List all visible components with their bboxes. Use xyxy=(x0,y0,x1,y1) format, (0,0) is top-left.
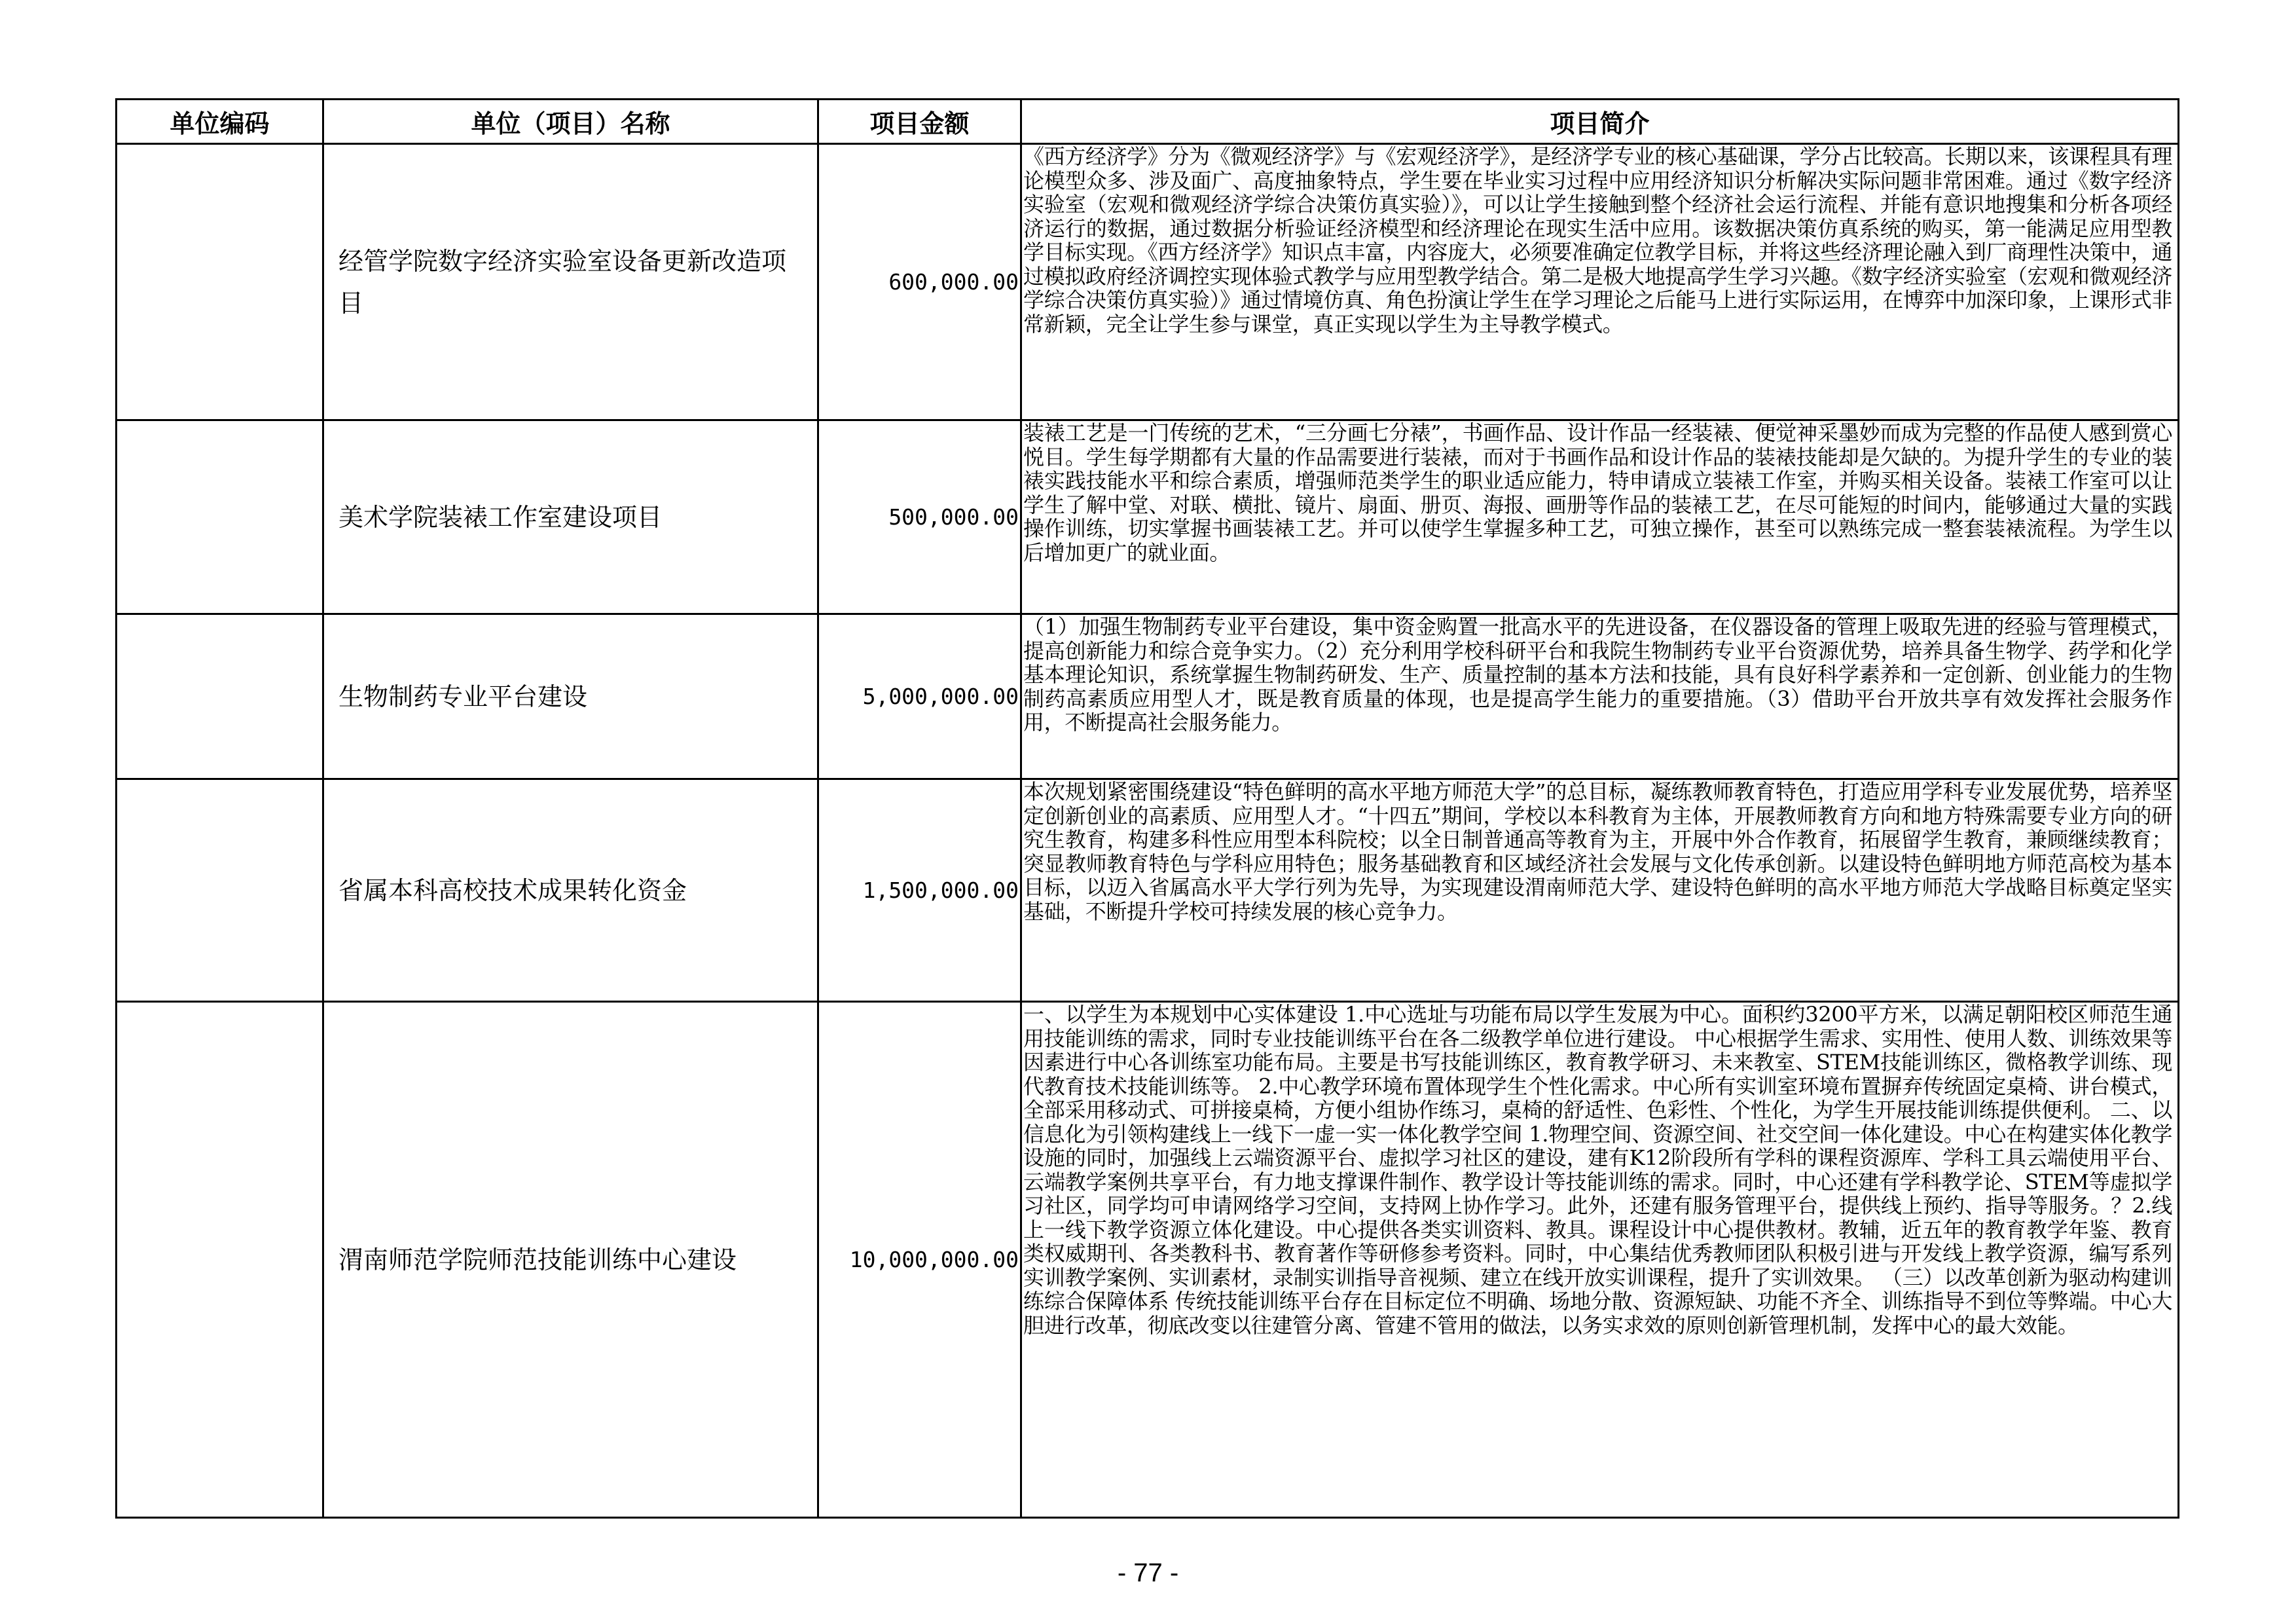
project-amount-cell: 600,000.00 xyxy=(818,144,1021,420)
project-description-cell: 本次规划紧密围绕建设“特色鲜明的高水平地方师范大学”的总目标，凝练教师教育特色，打造应用学科专业发展优势，培养坚定创新创业的高素质、应用型人才。“十四五”期间，学校以本科教育为主体，开展教师教育方向和地方特殊需要专业方向的研究生教育，构建多科性应用型本科院校；以全日制普通高等教育为主，开展中外合作教育，拓展留学生教育，兼顾继续教育；突显教师教育特色与学科应用特色；服务基础教育和区域经济社会发展与文化传承创新。以建设特色鲜明地方师范高校为基本目标，以迈入省属高水平大学行列为先导，为实现建设渭南师范大学、建设特色鲜明的高水平地方师范大学战略目标奠定坚实基础，不断提升学校可持续发展的核心竞争力。 xyxy=(1021,779,2179,1002)
project-name-cell: 经管学院数字经济实验室设备更新改造项目 xyxy=(323,144,818,420)
table-header-row xyxy=(117,100,2179,144)
header-unit-code: 单位编码 xyxy=(117,100,323,144)
project-name-cell: 生物制药专业平台建设 xyxy=(323,614,818,779)
project-amount-cell: 5,000,000.00 xyxy=(818,614,1021,779)
project-table xyxy=(115,98,2179,1519)
table-row xyxy=(117,614,2179,779)
project-description-cell: （1）加强生物制药专业平台建设，集中资金购置一批高水平的先进设备，在仪器设备的管理上吸取先进的经验与管理模式，提高创新能力和综合竞争实力。（2）充分利用学校科研平台和我院生物制药专业平台资源优势，培养具备生物学、药学和化学基本理论知识，系统掌握生物制药研发、生产、质量控制的基本方法和技能，具有良好科学素养和一定创新、创业能力的生物制药高素质应用型人才，既是教育质量的体现，也是提高学生能力的重要措施。（3）借助平台开放共享有效发挥社会服务作用，不断提高社会服务能力。 xyxy=(1021,614,2179,779)
table-row xyxy=(117,420,2179,614)
project-name-cell: 美术学院装裱工作室建设项目 xyxy=(323,420,818,614)
table-row xyxy=(117,144,2179,420)
header-description: 项目简介 xyxy=(1021,100,2179,144)
project-name-cell: 省属本科高校技术成果转化资金 xyxy=(323,779,818,1002)
project-description-cell: 一、以学生为本规划中心实体建设 1.中心选址与功能布局以学生发展为中心。面积约3200平方米，以满足朝阳校区师范生通用技能训练的需求，同时专业技能训练平台在各二级教学单位进行建设。 中心根据学生需求、实用性、使用人数、训练效果等因素进行中心各训练室功能布局。主要是书写技能训练区，教育教学研习、未来教室、STEM技能训练区，微格教学训练、现代教育技术技能训练等。 2.中心教学环境布置体现学生个性化需求。中心所有实训室环境布置摒弃传统固定桌椅、讲台模式，全部采用移动式、可拼接桌椅，方便小组协作练习，桌椅的舒适性、色彩性、个性化，为学生开展技能训练提供便利。 二、以信息化为引领构建线上一线下一虚一实一体化教学空间 1.物理空间、资源空间、社交空间一体化建设。中心在构建实体化教学设施的同时，加强线上云端资源平台、虚拟学习社区的建设，建有K12阶段所有学科的课程资源库、学科工具云端使用平台、云端教学案例共享平台，有力地支撑课件制作、教学设计等技能训练的需求。同时，中心还建有学科教学论、STEM等虚拟学习社区，同学均可申请网络学习空间，支持网上协作学习。此外，还建有服务管理平台，提供线上预约、指导等服务。？2.线上一线下教学资源立体化建设。中心提供各类实训资料、教具。课程设计中心提供教材。教辅，近五年的教育教学年鉴、教育类权威期刊、各类教科书、教育著作等研修参考资料。同时，中心集结优秀教师团队积极引进与开发线上教学资源，编写系列实训教学案例、实训素材，录制实训指导音视频、建立在线开放实训课程，提升了实训效果。 （三）以改革创新为驱动构建训练综合保障体系 传统技能训练平台存在目标定位不明确、场地分散、资源短缺、功能不齐全、训练指导不到位等弊端。中心大胆进行改革，彻底改变以往建管分离、管建不管用的做法，以务实求效的原则创新管理机制，发挥中心的最大效能。 xyxy=(1021,1002,2179,1518)
page-number: - 77 - xyxy=(1117,1559,1179,1587)
header-amount: 项目金额 xyxy=(818,100,1021,144)
project-amount-cell: 10,000,000.00 xyxy=(818,1002,1021,1518)
project-name-cell: 渭南师范学院师范技能训练中心建设 xyxy=(323,1002,818,1518)
unit-code-cell xyxy=(117,614,323,779)
project-amount-cell: 500,000.00 xyxy=(818,420,1021,614)
unit-code-cell xyxy=(117,1002,323,1518)
project-description-cell: 《西方经济学》分为《微观经济学》与《宏观经济学》，是经济学专业的核心基础课，学分占比较高。长期以来，该课程具有理论模型众多、涉及面广、高度抽象特点，学生要在毕业实习过程中应用经济知识分析解决实际问题非常困难。通过《数字经济实验室（宏观和微观经济学综合决策仿真实验）》，可以让学生接触到整个经济社会运行流程、并能有意识地搜集和分析各项经济运行的数据，通过数据分析验证经济模型和经济理论在现实生活中应用。该数据决策仿真系统的购买，第一能满足应用型教学目标实现。《西方经济学》知识点丰富，内容庞大，必须要准确定位教学目标，并将这些经济理论融入到厂商理性决策中，通过模拟政府经济调控实现体验式教学与应用型教学结合。第二是极大地提高学生学习兴趣。《数字经济实验室（宏观和微观经济学综合决策仿真实验）》通过情境仿真、角色扮演让学生在学习理论之后能马上进行实际运用，在博弈中加深印象，上课形式非常新颖，完全让学生参与课堂，真正实现以学生为主导教学模式。 xyxy=(1021,144,2179,420)
unit-code-cell xyxy=(117,420,323,614)
unit-code-cell xyxy=(117,144,323,420)
project-description-cell: 装裱工艺是一门传统的艺术，“三分画七分裱”，书画作品、设计作品一经装裱、便觉神采墨妙而成为完整的作品使人感到赏心悦目。学生每学期都有大量的作品需要进行装裱，而对于书画作品和设计作品的装裱技能却是欠缺的。为提升学生的专业的装裱实践技能水平和综合素质，增强师范类学生的职业适应能力，特申请成立装裱工作室，并购买相关设备。装裱工作室可以让学生了解中堂、对联、横批、镜片、扇面、册页、海报、画册等作品的装裱工艺，在尽可能短的时间内，能够通过大量的实践操作训练，切实掌握书画装裱工艺。并可以使学生掌握多种工艺，可独立操作，甚至可以熟练完成一整套装裱流程。为学生以后增加更广的就业面。 xyxy=(1021,420,2179,614)
unit-code-cell xyxy=(117,779,323,1002)
table-row xyxy=(117,779,2179,1002)
project-amount-cell: 1,500,000.00 xyxy=(818,779,1021,1002)
header-unit-name: 单位（项目）名称 xyxy=(323,100,818,144)
table-row xyxy=(117,1002,2179,1518)
